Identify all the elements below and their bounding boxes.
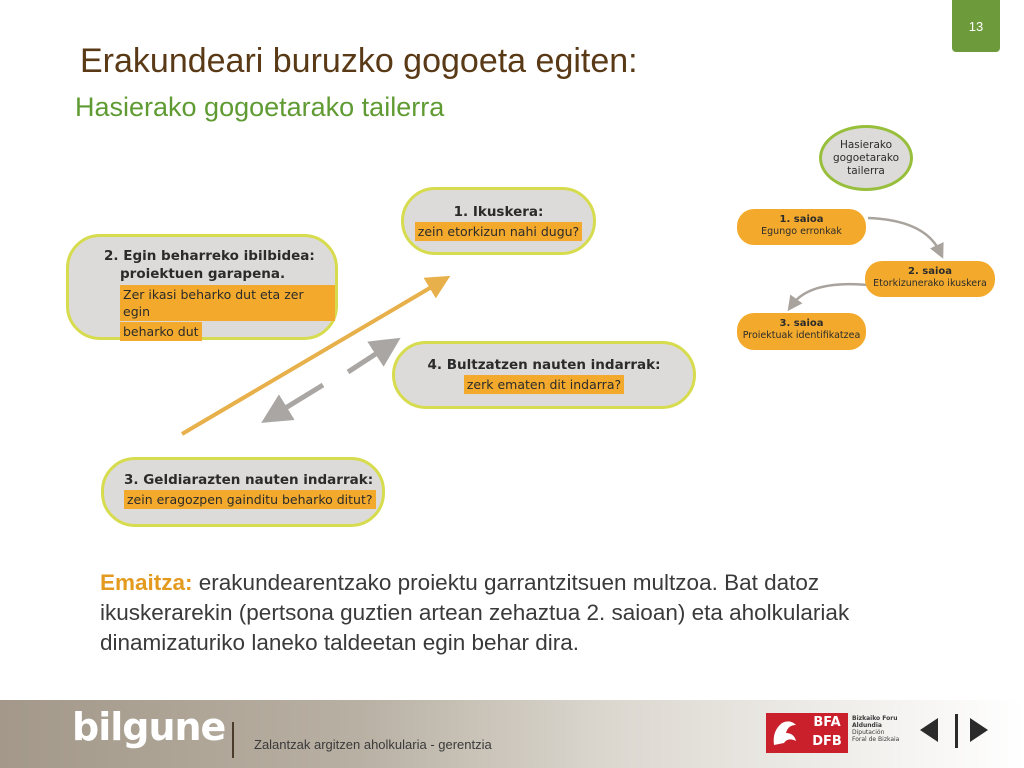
diagram-node-path [66, 234, 338, 340]
node-heading: 4. Bultzatzen nauten indarrak: [427, 357, 661, 373]
session-arrow-1 [868, 218, 940, 252]
page-title: Erakundeari buruzko gogoeta egiten: [80, 42, 638, 80]
node-question-line1: Zer ikasi beharko dut eta zer egin [120, 285, 335, 321]
bfa-bottom: DFB [812, 734, 842, 749]
hold-arrow [274, 385, 323, 415]
node-question-line2: beharko dut [120, 322, 202, 341]
node-question: zerk ematen dit indarra? [464, 375, 624, 394]
nav-divider [955, 714, 958, 748]
session-title: 3. saioa [779, 318, 824, 329]
result-text: erakundearentzako proiektu garrantzitsuen multzoa. Bat datoz ikuskerarekin (pertsona guztien artean zehaztua 2. saioan) eta aholkulariak dinamizaturiko laneko taldeetan egin behar dira. [100, 570, 850, 655]
node-heading: 1. Ikuskera: [453, 204, 544, 220]
session-3 [737, 313, 866, 350]
session-title: 2. saioa [908, 266, 952, 277]
result-paragraph [100, 568, 930, 658]
circle-line1: Hasierako [839, 138, 893, 151]
session-subtitle: Etorkizunerako ikuskera [873, 278, 987, 289]
node-question: zein etorkizun nahi dugu? [415, 222, 582, 241]
bfa-logo-text [806, 713, 848, 753]
node-heading-line2: proiektuen garapena. [120, 266, 286, 282]
triangle-left-icon[interactable] [918, 716, 940, 744]
bfa-caption-line: Diputación [852, 729, 885, 736]
bfa-caption-line: Aldundia [852, 722, 882, 729]
node-question: zein eragozpen gainditu beharko ditut? [124, 490, 376, 509]
diagram-node-vision [401, 187, 596, 255]
push-arrow [348, 346, 388, 372]
diagram-node-restraining-forces [101, 457, 385, 527]
session-subtitle: Egungo erronkak [761, 226, 842, 237]
bfa-caption-line: Foral de Bizkaia [852, 736, 900, 743]
node-heading: 3. Geldiarazten nauten indarrak: [124, 472, 374, 488]
session-title: 1. saioa [779, 214, 824, 225]
bfa-top: BFA [813, 715, 841, 730]
triangle-right-icon[interactable] [968, 716, 990, 744]
slide-number: 13 [952, 0, 1000, 52]
session-2 [865, 261, 995, 297]
footer-divider [232, 722, 234, 758]
result-label: Emaitza: [100, 570, 193, 595]
circle-line3: tailerra [847, 164, 885, 177]
circle-line2: gogoetarako [832, 151, 900, 164]
node-heading-line1: 2. Egin beharreko ibilbidea: [104, 248, 315, 264]
diagram-node-driving-forces [392, 341, 696, 409]
session-arrow-2 [792, 284, 868, 305]
bilgune-logo: bilgune [72, 705, 226, 749]
session-subtitle: Proiektuak identifikatzea [742, 330, 861, 341]
bfa-caption [852, 715, 912, 743]
session-1 [737, 209, 866, 245]
footer-text: Zalantzak argitzen aholkularia - gerentzia [254, 737, 492, 752]
workshop-circle [819, 125, 913, 191]
bfa-emblem-icon [766, 713, 806, 753]
page-subtitle: Hasierako gogoetarako tailerra [75, 92, 445, 122]
bfa-caption-line: Bizkaiko Foru [852, 715, 898, 722]
